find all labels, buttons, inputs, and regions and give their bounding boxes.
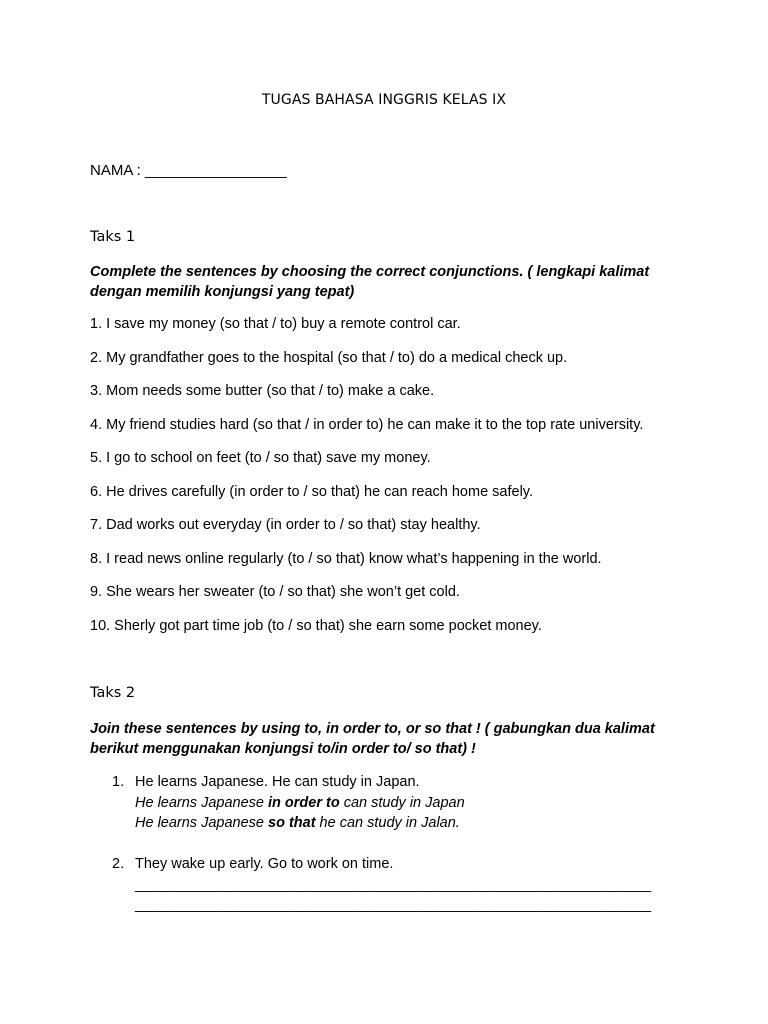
task1-instruction: Complete the sentences by choosing the correct conjunctions. ( lengkapi kalimat dengan memilih konjungsi yang tepat): [90, 264, 650, 300]
list-item: 9. She wears her sweater (to / so that) she won’t get cold.: [90, 584, 460, 600]
list-item: 2. My grandfather goes to the hospital (so that / to) do a medical check up.: [90, 349, 568, 366]
list-item: 4. My friend studies hard (so that / in order to) he can make it to the top rate university.: [90, 416, 644, 433]
name-field: [90, 162, 287, 179]
list-item: 3. Mom needs some butter (so that / to) make a cake.: [90, 383, 435, 399]
name-blank-line: _________________: [145, 162, 287, 179]
example-answer-1: He learns Japanese in order to can study in Japan: [135, 794, 465, 811]
task2-instruction: Join these sentences by using to, in order to, or so that ! ( gabungkan dua kalimat berikut menggunakan konjungsi to/in order to/ so that) !: [90, 721, 655, 757]
page-title: TUGAS BAHASA INGGRIS KELAS IX: [261, 92, 507, 108]
answer-line-1: ________________________________________________________________: [135, 876, 652, 893]
task1-heading: Taks 1: [90, 229, 136, 245]
list-item: 7. Dad works out everyday (in order to / so that) stay healthy.: [90, 517, 481, 533]
answer-line-2: ________________________________________________________________: [135, 897, 652, 913]
item-sentence: They wake up early. Go to work on time.: [135, 856, 394, 872]
list-item: 5. I go to school on feet (to / so that) save my money.: [90, 450, 431, 466]
list-item: 1. I save my money (so that / to) buy a remote control car.: [90, 316, 461, 332]
task2-heading: Taks 2: [90, 685, 136, 701]
item-number: 2.: [112, 856, 125, 872]
name-label: NAMA :: [90, 162, 146, 179]
list-item: 6. He drives carefully (in order to / so that) he can reach home safely.: [90, 483, 533, 500]
item-sentence: He learns Japanese. He can study in Japan.: [135, 774, 420, 790]
example-answer-2: He learns Japanese so that he can study in Jalan.: [135, 815, 460, 831]
task1-list: [90, 316, 643, 651]
list-item: 8. I read news online regularly (to / so that) know what’s happening in the world.: [90, 550, 602, 567]
item-number: 1.: [112, 774, 125, 790]
list-item: 10. Sherly got part time job (to / so that) she earn some pocket money.: [90, 617, 542, 634]
